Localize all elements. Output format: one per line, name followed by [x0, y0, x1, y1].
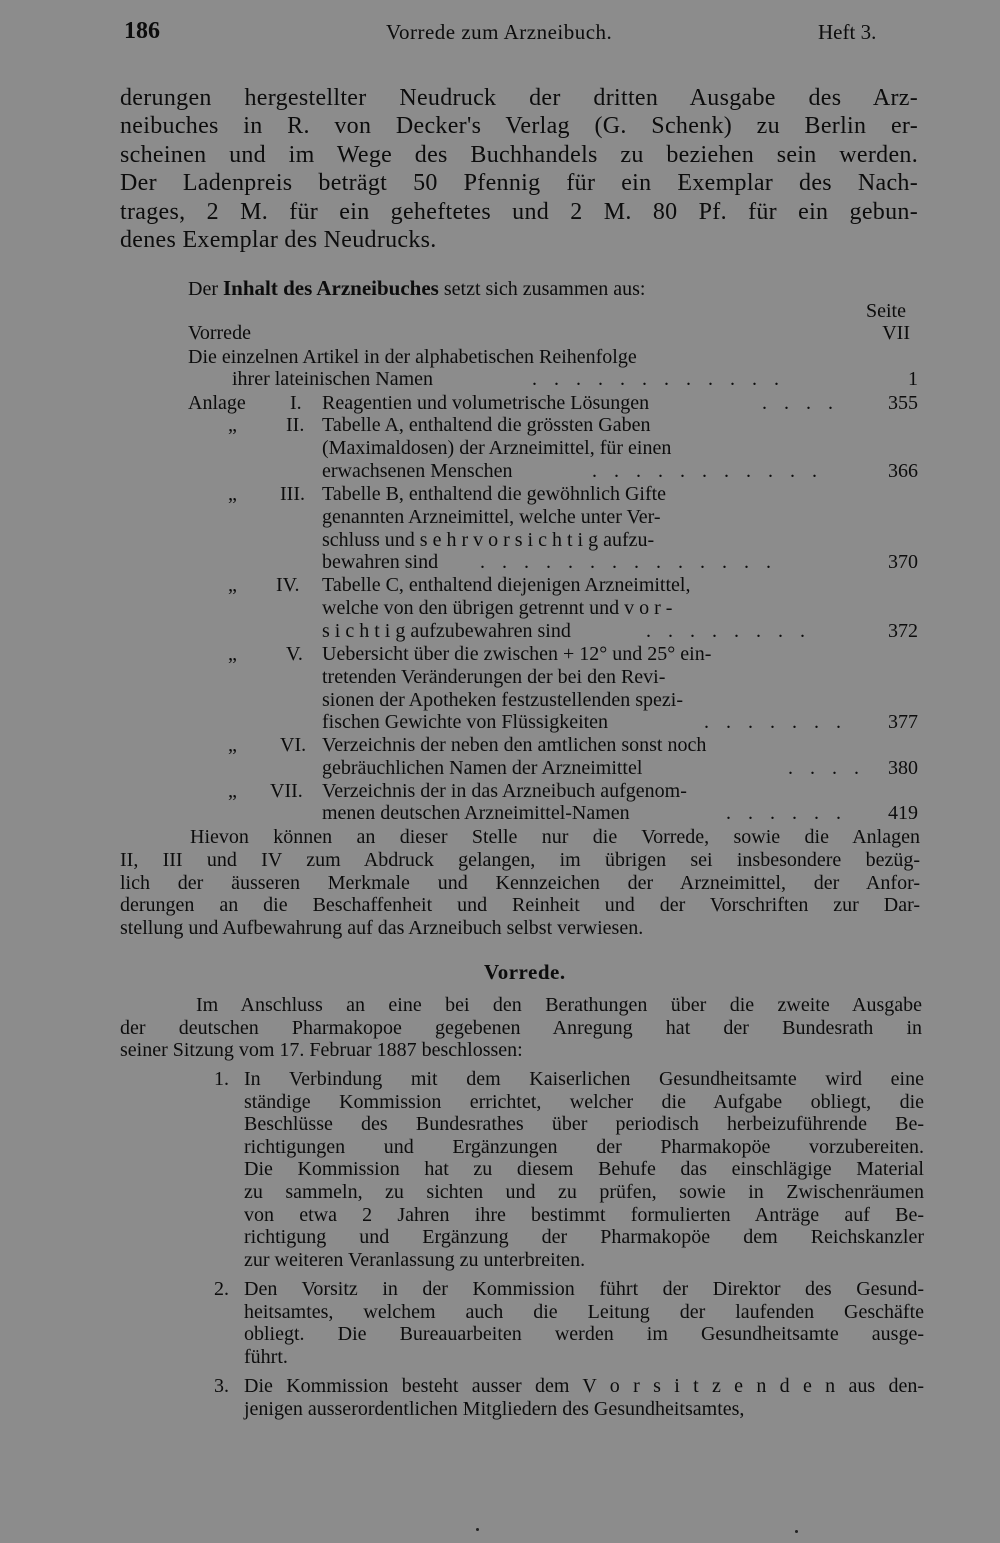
numbered-item	[214, 1278, 924, 1368]
paragraph-hievon	[120, 826, 920, 940]
toc-entry-line: Tabelle C, enthaltend diejenigen Arzneimittel,	[322, 574, 691, 596]
numbered-item	[214, 1068, 924, 1271]
contents-intro-bold: Inhalt des Arzneibuches	[222, 276, 439, 300]
text-line: führt.	[244, 1345, 288, 1368]
toc-entry-line: Verzeichnis der in das Arzneibuch aufgenom-	[322, 780, 687, 802]
toc-page-number: VII	[882, 322, 910, 344]
text-line: II, III und IV zum Abdruck gelangen, im übrigen sei insbesondere bezüg-	[120, 848, 920, 871]
toc-entry-line: menen deutschen Arzneimittel-Namen	[322, 802, 630, 824]
text-line: Die Kommission hat zu diesem Behufe das einschlägige Material	[244, 1158, 924, 1181]
toc-ditto-mark: „	[228, 483, 237, 505]
toc-page-number: 355	[888, 392, 918, 414]
text-line: Die Kommission besteht ausser dem V o r s i t z e n d e n aus den-	[244, 1375, 924, 1397]
toc-entry-line: s i c h t i g aufzubewahren sind	[322, 620, 571, 642]
toc-leader-dots: . . . . . . . . . . . .	[532, 368, 785, 390]
toc-roman: I.	[290, 392, 302, 414]
text-line: stellung und Aufbewahrung auf das Arzneibuch selbst verwiesen.	[120, 917, 644, 940]
toc-leader-dots: . . . .	[788, 757, 865, 779]
text-line: derungen hergestellter Neudruck der dritten Ausgabe des Arz-	[120, 85, 918, 111]
toc-entry-line: tretenden Veränderungen der bei den Revi-	[322, 666, 666, 688]
text-line: obliegt. Die Bureauarbeiten werden im Gesundheitsamte ausge-	[244, 1323, 924, 1346]
text-line: trages, 2 M. für ein geheftetes und 2 M. 80 Pf. für ein gebun-	[120, 198, 918, 225]
toc-entry-line: erwachsenen Menschen	[322, 460, 513, 482]
toc-entry-line: genannten Arzneimittel, welche unter Ver-	[322, 506, 661, 528]
text-line: von etwa 2 Jahren ihre bestimmt formulierten Anträge auf Be-	[244, 1203, 924, 1226]
toc-roman: II.	[286, 414, 305, 436]
toc-entry-line: Verzeichnis der neben den amtlichen sonst noch	[322, 734, 707, 756]
toc-page-number: 419	[888, 802, 918, 824]
toc-roman: III.	[280, 483, 305, 505]
text-line: Der Ladenpreis beträgt 50 Pfennig für ein Exemplar des Nach-	[120, 170, 918, 197]
toc-page-number: 366	[888, 460, 918, 482]
item-number: 3.	[214, 1375, 229, 1397]
toc-entry-line: Tabelle A, enthaltend die grössten Gaben	[322, 414, 651, 436]
text-line: zu sammeln, zu sichten und zu prüfen, sowie in Zwischenräumen	[244, 1180, 924, 1203]
toc-roman: IV.	[276, 574, 300, 596]
text-line: scheinen und im Wege des Buchhandels zu beziehen sein werden.	[120, 141, 918, 168]
toc-page-number: 1	[908, 368, 918, 390]
text-line: In Verbindung mit dem Kaiserlichen Gesundheitsamte wird eine	[244, 1068, 924, 1090]
contents-intro	[188, 276, 645, 301]
toc-entry-line: welche von den übrigen getrennt und v o r -	[322, 597, 673, 619]
text-line: jenigen ausserordentlichen Mitgliedern des Gesundheitsamtes,	[244, 1397, 745, 1420]
toc-ditto-mark: „	[228, 574, 237, 596]
page-number: 186	[124, 18, 160, 44]
toc-ditto-mark: „	[228, 734, 237, 756]
toc-leader-dots: . . . . . . . . . . .	[592, 460, 823, 482]
section-heading: Vorrede.	[484, 960, 566, 984]
item-number: 2.	[214, 1278, 229, 1300]
toc-page-number: 372	[888, 620, 918, 642]
toc-entry-line: gebräuchlichen Namen der Arzneimittel	[322, 757, 643, 779]
text-line: Hievon können an dieser Stelle nur die Vorrede, sowie die Anlagen	[190, 826, 920, 848]
text-line: seiner Sitzung vom 17. Februar 1887 beschlossen:	[120, 1039, 523, 1062]
toc-articles-line: ihrer lateinischen Namen	[232, 368, 434, 390]
text-line: Beschlüsse des Bundesrathes über periodisch herbeizuführende Be-	[244, 1113, 924, 1136]
text-line: der deutschen Pharmakopoe gegebenen Anregung hat der Bundesrath in	[120, 1016, 922, 1039]
toc-roman: V.	[286, 643, 303, 665]
toc-roman: VII.	[270, 780, 303, 802]
running-title: Vorrede zum Arzneibuch.	[386, 20, 613, 44]
toc-entry-line: Uebersicht über die zwischen + 12° und 25° ein-	[322, 643, 712, 665]
toc-page-number: 380	[888, 757, 918, 779]
toc-leader-dots: . . . . . . .	[704, 711, 847, 733]
toc-entry-line: Tabelle B, enthaltend die gewöhnlich Gifte	[322, 483, 667, 505]
paragraph-anschluss	[120, 994, 922, 1062]
text-line: heitsamtes, welchem auch die Leitung der laufenden Geschäfte	[244, 1300, 924, 1323]
text-line: neibuches in R. von Decker's Verlag (G. Schenk) zu Berlin er-	[120, 113, 918, 140]
numbered-item	[214, 1375, 924, 1420]
scan-speck	[476, 1528, 479, 1531]
toc-entry-line: Reagentien und volumetrische Lösungen	[322, 392, 650, 414]
toc-leader-dots: . . . . . . . . . . . . . .	[480, 551, 777, 573]
toc-ditto-mark: „	[228, 414, 237, 436]
toc-page-number: 377	[888, 711, 918, 733]
toc-roman: VI.	[280, 734, 307, 756]
seite-column-label: Seite	[866, 300, 906, 322]
toc-entry-line: sionen der Apotheken festzustellenden spezi-	[322, 689, 683, 711]
text-line: richtigungen und Ergänzungen der Pharmakopöe vorzubereiten.	[244, 1135, 924, 1158]
text-line: derungen an die Beschaffenheit und Reinheit und der Vorschriften zur Dar-	[120, 894, 920, 917]
toc-ditto-mark: „	[228, 780, 237, 802]
toc-page-number: 370	[888, 551, 918, 573]
toc-entry-line: schluss und s e h r v o r s i c h t i g aufzu-	[322, 529, 655, 551]
toc-ditto-mark: „	[228, 643, 237, 665]
text-line: lich der äusseren Merkmale und Kennzeichen der Arzneimittel, der Anfor-	[120, 871, 920, 894]
scan-speck	[795, 1530, 798, 1533]
issue-label: Heft 3.	[818, 20, 877, 44]
toc-entry-line: fischen Gewichte von Flüssigkeiten	[322, 711, 609, 733]
toc-anlage-label: Anlage	[188, 392, 246, 414]
toc-leader-dots: . . . .	[762, 392, 839, 414]
contents-intro-prefix: Der	[188, 278, 218, 300]
text-line: richtigung und Ergänzung der Pharmakopöe dem Reichskanzler	[244, 1226, 924, 1249]
toc-vorrede-label: Vorrede	[188, 322, 251, 344]
toc-articles-line: Die einzelnen Artikel in der alphabetischen Reihenfolge	[188, 346, 637, 368]
item-number: 1.	[214, 1068, 229, 1090]
text-line: Im Anschluss an eine bei den Berathungen über die zweite Ausgabe	[196, 994, 922, 1016]
text-line: denes Exemplar des Neudrucks.	[120, 227, 437, 254]
paragraph-intro	[120, 84, 918, 254]
contents-intro-suffix: setzt sich zusammen aus:	[443, 278, 646, 300]
text-line: zur weiteren Veranlassung zu unterbreiten.	[244, 1248, 586, 1271]
toc-entry-line: bewahren sind	[322, 551, 439, 573]
toc-entry-line: (Maximaldosen) der Arzneimittel, für einen	[322, 437, 672, 459]
toc-leader-dots: . . . . . . . .	[646, 620, 811, 642]
toc-leader-dots: . . . . . .	[726, 802, 847, 824]
text-line: Den Vorsitz in der Kommission führt der Direktor des Gesund-	[244, 1278, 924, 1300]
text-line: ständige Kommission errichtet, welcher die Aufgabe obliegt, die	[244, 1090, 924, 1113]
